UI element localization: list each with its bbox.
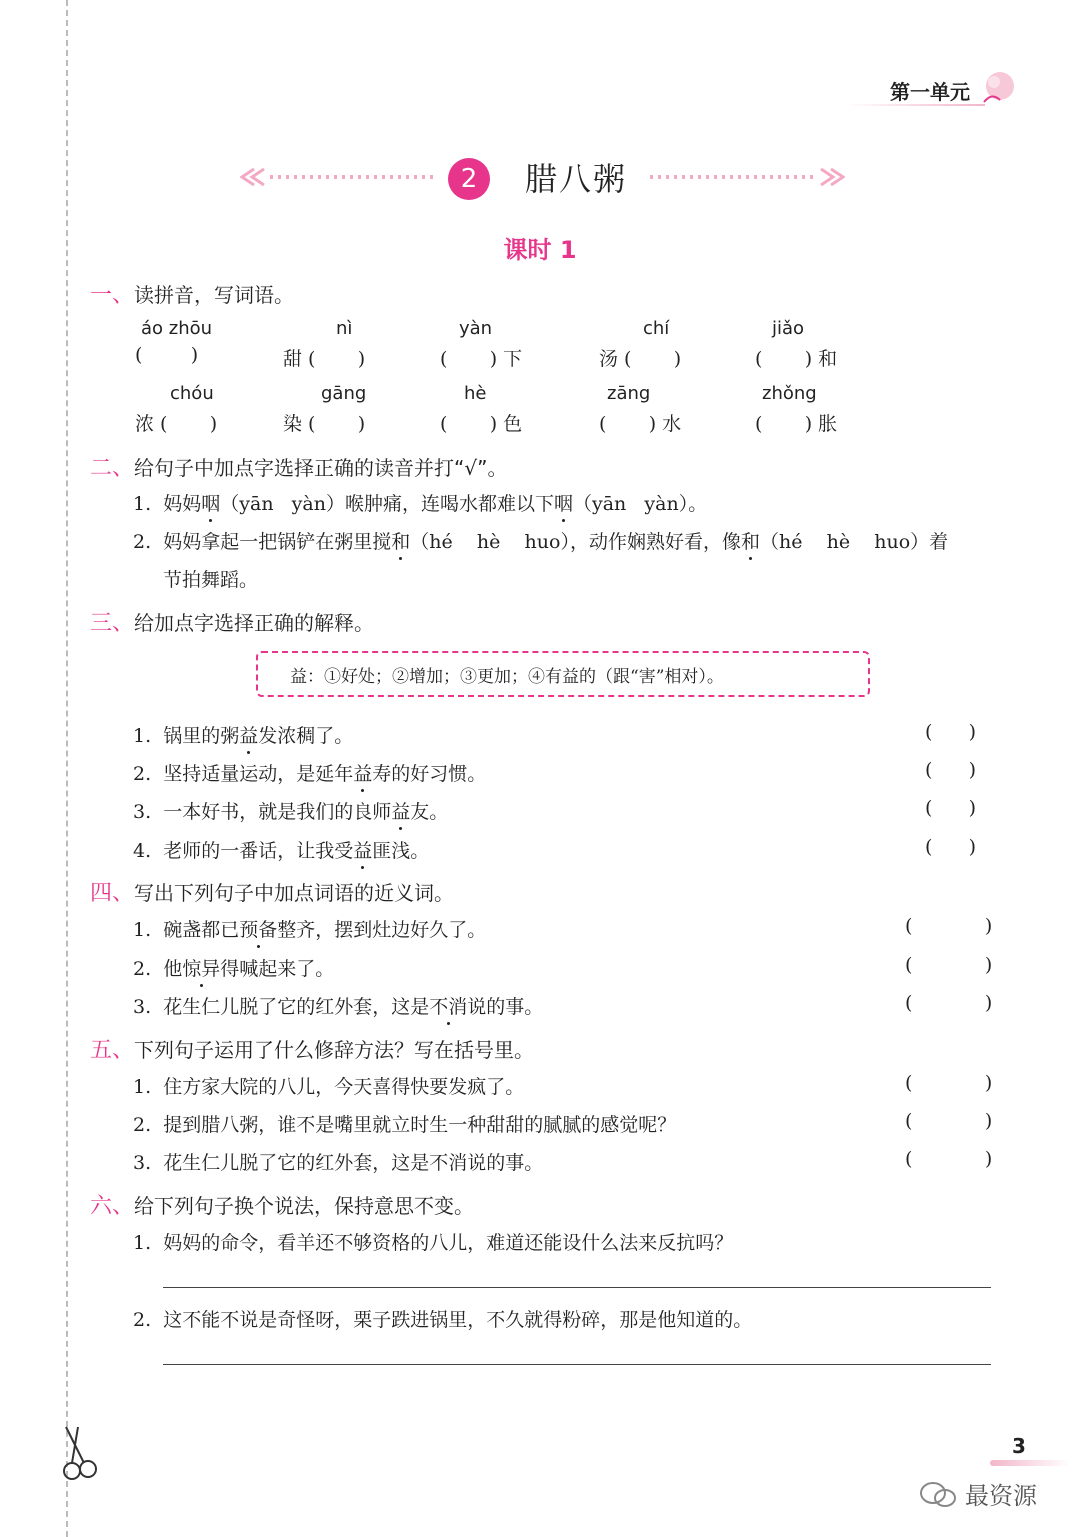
pinyin: nì (336, 318, 353, 339)
question-5-1: 1. 住方家大院的八儿，今天喜得快要发疯了。 (133, 1076, 525, 1098)
answer-line[interactable] (163, 1364, 991, 1365)
question-5-2: 2. 提到腊八粥，谁不是嘴里就立时生一种甜甜的腻腻的感觉呢？ (133, 1114, 677, 1136)
lesson-title: 腊八粥 (525, 160, 628, 198)
answer-blank[interactable]: ( ) (905, 1148, 993, 1170)
section-6-heading: 六、给下列句子换个说法，保持意思不变。 (90, 1194, 475, 1219)
answer-blank[interactable]: ( ) (905, 915, 993, 937)
question-6-2: 2. 这不能不说是奇怪呀，栗子跌进锅里，不久就得粉碎，那是他知道的。 (133, 1309, 753, 1331)
word-blank[interactable]: ( ) 胀 (755, 413, 838, 435)
lesson-subtitle: 课时 1 (503, 236, 577, 264)
word-blank[interactable]: ( ) (135, 344, 199, 366)
answer-blank[interactable]: ( ) (905, 1110, 993, 1132)
word-blank[interactable]: 甜 ( ) (283, 348, 366, 370)
pinyin: jiǎo (772, 318, 805, 339)
page-number: 3 (1012, 1434, 1026, 1458)
definition-text: 益：①好处；②增加；③更加；④有益的（跟“害”相对）。 (290, 667, 724, 687)
question-3-4: 4. 老师的一番话，让我受益匪浅。 (133, 836, 429, 863)
question-3-2: 2. 坚持适量运动，是延年益寿的好习惯。 (133, 759, 486, 786)
watermark-text: 最资源 (965, 1482, 1037, 1510)
lesson-number-badge: 2 (448, 158, 490, 200)
scissors-icon (58, 1425, 104, 1485)
answer-blank[interactable]: ( ) (925, 836, 977, 858)
section-4-heading: 四、写出下列句子中加点词语的近义词。 (90, 881, 455, 906)
pinyin: chóu (170, 383, 214, 404)
pinyin: zhǒng (762, 383, 817, 404)
pinyin: zāng (607, 383, 651, 404)
word-blank[interactable]: ( ) 水 (599, 413, 682, 435)
question-4-3: 3. 花生仁儿脱了它的红外套，这是不消说的事。 (133, 992, 543, 1019)
answer-line[interactable] (163, 1287, 991, 1288)
question-2-2-cont: 节拍舞蹈。 (163, 569, 259, 591)
question-2-1: 1. 妈妈咽（yān yàn）喉肿痛，连喝水都难以下咽（yān yàn）。 (133, 489, 707, 516)
answer-blank[interactable]: ( ) (905, 1072, 993, 1094)
title-ornament-left (240, 165, 440, 189)
unit-underline (845, 104, 985, 106)
question-3-1: 1. 锅里的粥益发浓稠了。 (133, 721, 353, 748)
word-blank[interactable]: 汤 ( ) (599, 348, 682, 370)
word-blank[interactable]: ( ) 下 (440, 348, 523, 370)
answer-blank[interactable]: ( ) (905, 992, 993, 1014)
pinyin: áo zhōu (141, 318, 213, 339)
pinyin: gāng (321, 383, 367, 404)
answer-blank[interactable]: ( ) (925, 721, 977, 743)
question-3-3: 3. 一本好书，就是我们的良师益友。 (133, 797, 448, 824)
unit-label: 第一单元 (890, 80, 970, 104)
section-2-heading: 二、给句子中加点字选择正确的读音并打“√”。 (90, 456, 508, 481)
page-number-bar (990, 1460, 1070, 1466)
answer-blank[interactable]: ( ) (905, 954, 993, 976)
word-blank[interactable]: ( ) 色 (440, 413, 523, 435)
pinyin: hè (464, 383, 487, 404)
wechat-icon (918, 1480, 958, 1510)
answer-blank[interactable]: ( ) (925, 759, 977, 781)
word-blank[interactable]: ( ) 和 (755, 348, 838, 370)
pinyin: yàn (459, 318, 493, 339)
question-6-1: 1. 妈妈的命令，看羊还不够资格的八儿，难道还能设什么法来反抗吗？ (133, 1232, 734, 1254)
word-blank[interactable]: 浓 ( ) (135, 413, 218, 435)
question-5-3: 3. 花生仁儿脱了它的红外套，这是不消说的事。 (133, 1152, 544, 1174)
question-4-2: 2. 他惊异得喊起来了。 (133, 954, 334, 981)
section-3-heading: 三、给加点字选择正确的解释。 (90, 611, 375, 636)
pinyin: chí (643, 318, 670, 339)
question-4-1: 1. 碗盏都已预备整齐，摆到灶边好久了。 (133, 915, 486, 942)
question-2-2: 2. 妈妈拿起一把锅铲在粥里搅和（hé hè huo），动作娴熟好看，像和（hé hè huo）着 (133, 527, 948, 554)
section-1-heading: 一、读拼音，写词语。 (90, 283, 295, 308)
flower-icon (978, 66, 1020, 108)
answer-blank[interactable]: ( ) (925, 797, 977, 819)
title-ornament-right (645, 165, 845, 189)
word-blank[interactable]: 染 ( ) (283, 413, 366, 435)
section-5-heading: 五、下列句子运用了什么修辞方法？写在括号里。 (90, 1038, 535, 1063)
